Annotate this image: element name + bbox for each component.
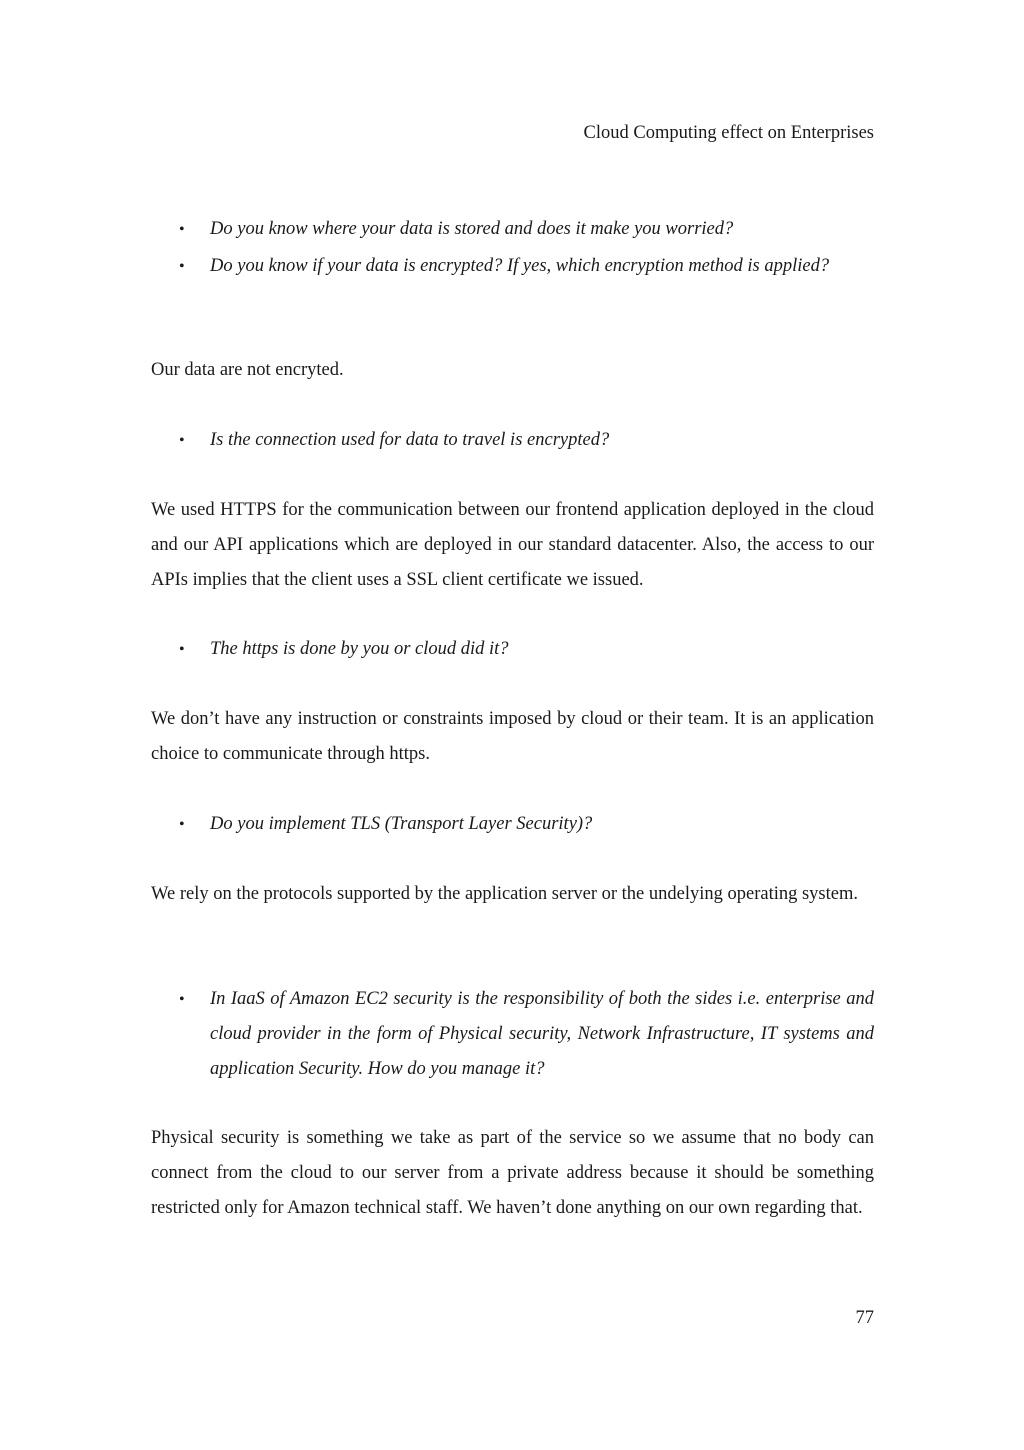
question-text: Do you implement TLS (Transport Layer Security)? — [210, 814, 593, 834]
bullet-icon: • — [179, 432, 185, 449]
question-list — [151, 632, 874, 667]
question-item — [151, 249, 874, 284]
answer-4 — [151, 877, 874, 912]
bullet-icon: • — [179, 258, 185, 275]
question-item — [151, 982, 874, 1087]
question-text: Do you know where your data is stored and does it make you worried? — [210, 219, 734, 239]
answer-2 — [151, 493, 874, 598]
question-text: Do you know if your data is encrypted? If yes, which encryption method is applied? — [210, 256, 830, 276]
question-text: The https is done by you or cloud did it? — [210, 639, 509, 659]
answer-1 — [151, 353, 874, 388]
question-list — [151, 423, 874, 458]
answer-paragraph: Physical security is something we take as part of the service so we assume that no body can connect from the cloud to our server from a private address because it should be something restricted only for Amazon technical staff. We haven’t done anything on our own regarding that. — [151, 1128, 874, 1218]
answer-paragraph: We used HTTPS for the communication between our frontend application deployed in the cloud and our API applications which are deployed in our standard datacenter. Also, the access to our APIs implies that the client uses a SSL client certificate we issued. — [151, 500, 874, 590]
question-text: Is the connection used for data to travel is encrypted? — [210, 430, 610, 450]
bullet-icon: • — [179, 221, 185, 238]
question-item — [151, 632, 874, 667]
answer-3 — [151, 702, 874, 772]
question-4 — [151, 807, 874, 842]
question-2 — [151, 423, 874, 458]
running-header: Cloud Computing effect on Enterprises — [583, 123, 874, 143]
answer-5 — [151, 1121, 874, 1226]
question-list — [151, 982, 874, 1087]
question-list — [151, 807, 874, 842]
bullet-icon: • — [179, 991, 185, 1008]
bullet-icon: • — [179, 816, 185, 833]
question-item — [151, 423, 874, 458]
question-5 — [151, 982, 874, 1087]
question-3 — [151, 632, 874, 667]
answer-paragraph: We rely on the protocols supported by the application server or the undelying operating system. — [151, 884, 858, 904]
question-item — [151, 807, 874, 842]
page-number: 77 — [855, 1308, 874, 1328]
answer-paragraph: We don’t have any instruction or constraints imposed by cloud or their team. It is an application choice to communicate through https. — [151, 709, 874, 764]
bullet-icon: • — [179, 641, 185, 658]
question-group-1 — [151, 212, 874, 284]
question-item — [151, 212, 874, 247]
question-text: In IaaS of Amazon EC2 security is the responsibility of both the sides i.e. enterprise and cloud provider in the form of Physical security, Network Infrastructure, IT systems and application Security. How do you manage it? — [210, 989, 874, 1079]
question-list — [151, 212, 874, 284]
answer-paragraph: Our data are not encryted. — [151, 360, 344, 380]
